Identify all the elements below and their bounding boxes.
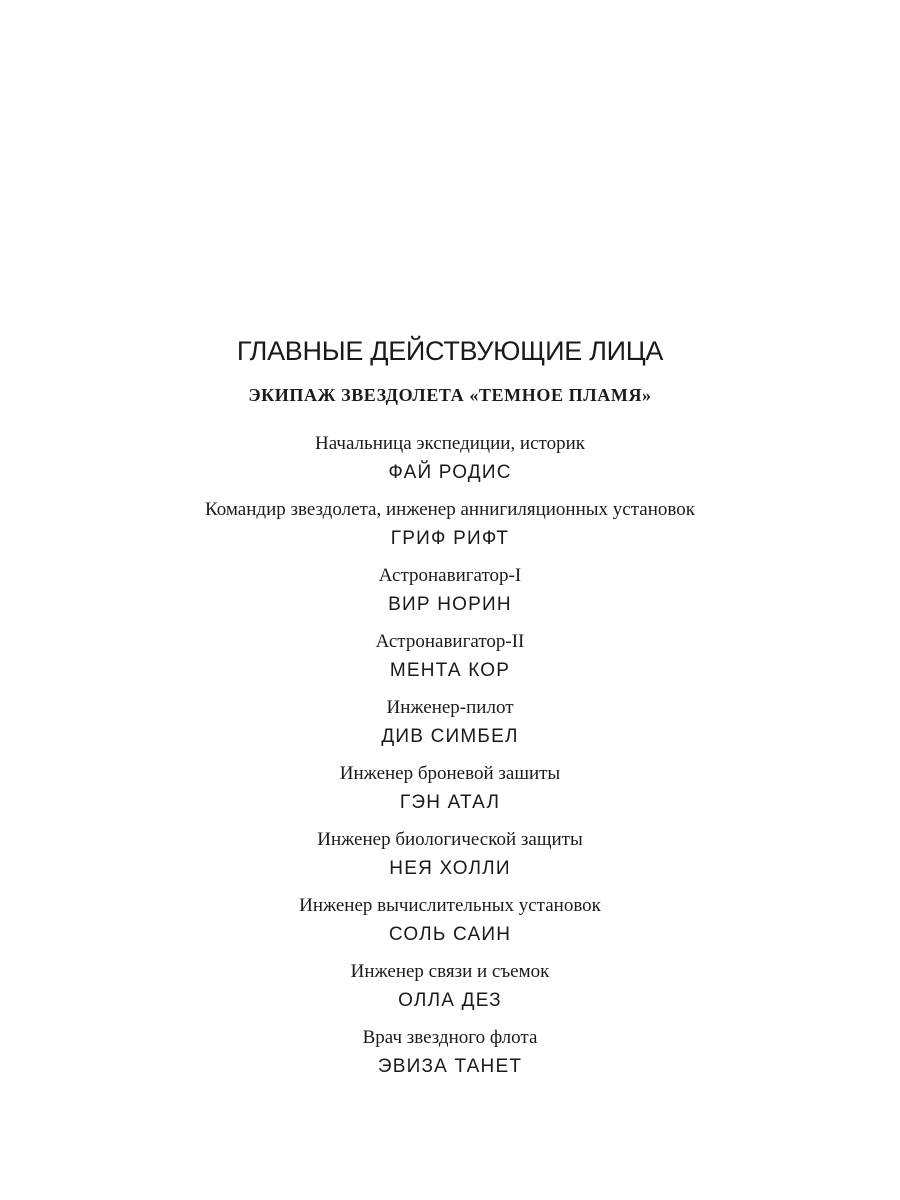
crew-name: ДИВ СИМБЕЛ (381, 726, 519, 747)
crew-member (0, 827, 900, 885)
crew-role: Инженер броневой зашиты (339, 763, 561, 784)
crew-member (0, 431, 900, 489)
crew-member (0, 497, 900, 555)
crew-member (0, 893, 900, 951)
crew-name: ГЭН АТАЛ (399, 792, 501, 813)
crew-name: ВИР НОРИН (388, 594, 512, 615)
crew-role: Инженер-пилот (386, 697, 514, 718)
crew-member (0, 1025, 900, 1083)
crew-subtitle: ЭКИПАЖ ЗВЕЗДОЛЕТА «ТЕМНОЕ ПЛАМЯ» (248, 385, 652, 405)
crew-name: ГРИФ РИФТ (390, 528, 510, 549)
crew-name: ФАЙ РОДИС (388, 462, 512, 483)
crew-role: Инженер биологической защиты (317, 829, 583, 850)
crew-role: Инженер вычислительных установок (299, 895, 601, 916)
crew-member (0, 629, 900, 687)
crew-name: НЕЯ ХОЛЛИ (389, 858, 511, 879)
crew-name: СОЛЬ САИН (388, 924, 512, 945)
crew-member (0, 695, 900, 753)
crew-name: МЕНТА КОР (389, 660, 511, 681)
crew-list (0, 431, 900, 1091)
crew-role: Инженер связи и съемок (350, 961, 550, 982)
crew-member (0, 761, 900, 819)
crew-role: Астронавигатор-II (375, 631, 525, 652)
crew-name: ЭВИЗА ТАНЕТ (377, 1056, 523, 1077)
page-title: ГЛАВНЫЕ ДЕЙСТВУЮЩИЕ ЛИЦА (236, 336, 664, 366)
crew-member (0, 959, 900, 1017)
crew-role: Командир звездолета, инженер аннигиляционных установок (205, 499, 695, 520)
crew-role: Начальница экспедиции, историк (315, 433, 585, 454)
crew-member (0, 563, 900, 621)
crew-role: Астронавигатор-I (378, 565, 522, 586)
crew-name: ОЛЛА ДЕЗ (398, 990, 502, 1011)
crew-role: Врач звездного флота (362, 1027, 538, 1048)
